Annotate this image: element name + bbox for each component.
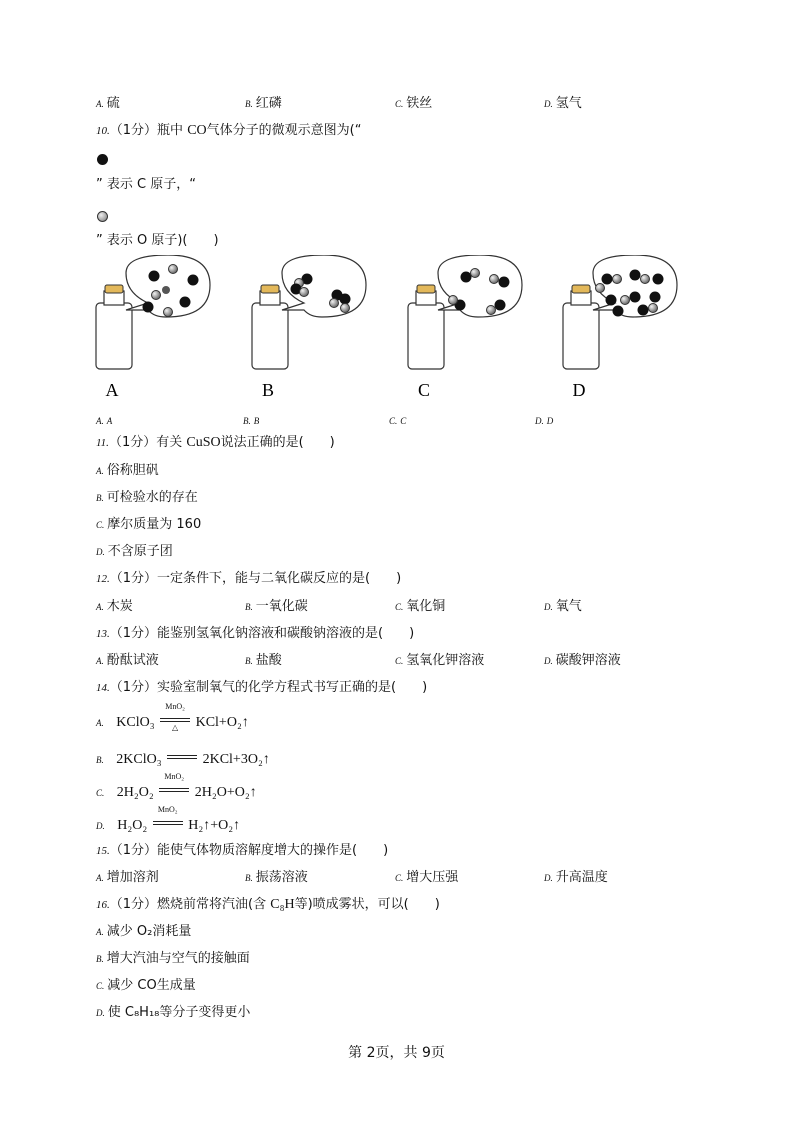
- q9-option-a: A. 硫: [96, 96, 120, 111]
- q12-option-b: B. 一氧化碳: [245, 599, 308, 614]
- q16-stem: 16.（1分）燃烧前常将汽油(含 C₈H等)喷成雾状，可以( ): [96, 897, 440, 912]
- carbon-atom-icon: [97, 154, 108, 165]
- q12-stem: 12.（1分）一定条件下，能与二氧化碳反应的是( ): [96, 571, 402, 586]
- bottle-a: [96, 255, 210, 369]
- bottle-label-b: B: [261, 380, 275, 400]
- bottle-label-c: C: [417, 380, 431, 400]
- q14-option-d: D. H₂O₂ MnO₂ H₂↑+O₂↑: [96, 805, 241, 833]
- q16-option-a: A. 减少 O₂消耗量: [96, 924, 192, 939]
- bottle-b: [252, 255, 366, 369]
- q11-option-a: A. 俗称胆矾: [96, 463, 159, 478]
- page-footer: 第 2页，共 9页: [348, 1045, 445, 1061]
- q16-option-d: D. 使 C₈H₁₈等分子变得更小: [96, 1005, 251, 1020]
- q10-option-b: B. B: [243, 416, 260, 426]
- q13-option-a: A. 酚酞试液: [96, 653, 159, 668]
- bottle-label-a: A: [105, 380, 119, 400]
- q12-option-a: A. 木炭: [96, 599, 133, 614]
- q16-option-c: C. 减少 CO生成量: [96, 978, 196, 993]
- q13-option-b: B. 盐酸: [245, 653, 282, 668]
- q15-option-b: B. 振荡溶液: [245, 870, 308, 885]
- q14-option-b: B. 2KClO₃ 2KCl+3O₂↑: [96, 752, 270, 767]
- q10-option-a: A. A: [96, 416, 113, 426]
- q15-option-a: A. 增加溶剂: [96, 870, 159, 885]
- q9-option-d: D. 氢气: [544, 96, 582, 111]
- q11-option-b: B. 可检验水的存在: [96, 490, 198, 505]
- q16-option-b: B. 增大汽油与空气的接触面: [96, 951, 250, 966]
- q13-option-c: C. 氢氧化钾溶液: [395, 653, 485, 668]
- q13-option-d: D. 碳酸钾溶液: [544, 653, 621, 668]
- q9-option-c: C. 铁丝: [395, 96, 433, 111]
- bottle-d: [563, 255, 677, 369]
- q15-option-d: D. 升高温度: [544, 870, 608, 885]
- q11-stem: 11.（1分）有关 CuSO说法正确的是( ): [96, 435, 335, 450]
- q10-option-c: C. C: [389, 416, 407, 426]
- q15-option-c: C. 增大压强: [395, 870, 459, 885]
- q11-option-c: C. 摩尔质量为 160: [96, 517, 202, 532]
- oxygen-atom-icon: [97, 211, 108, 222]
- q10-option-d: D. D: [535, 416, 554, 426]
- q12-option-d: D. 氧气: [544, 599, 582, 614]
- q13-stem: 13.（1分）能鉴别氢氧化钠溶液和碳酸钠溶液的是( ): [96, 626, 415, 641]
- q10-figure: [0, 255, 793, 405]
- q15-stem: 15.（1分）能使气体物质溶解度增大的操作是( ): [96, 843, 389, 858]
- q10-carbon-legend: ” 表示 C 原子，“: [96, 177, 196, 192]
- bottle-label-d: D: [572, 380, 586, 400]
- bottle-c: [408, 255, 522, 369]
- q9-option-b: B. 红磷: [245, 96, 282, 111]
- q14-option-c: C. 2H₂O₂ MnO₂ 2H₂O+O₂↑: [96, 772, 257, 800]
- q14-option-a: A. KClO₃ MnO₂ △ KCl+O₂↑: [96, 702, 249, 732]
- q10-stem: 10.（1分）瓶中 CO气体分子的微观示意图为(“: [96, 123, 362, 138]
- q12-option-c: C. 氧化铜: [395, 599, 446, 614]
- q11-option-d: D. 不含原子团: [96, 544, 173, 559]
- q10-oxygen-legend: ” 表示 O 原子)( ): [96, 233, 219, 248]
- q14-stem: 14.（1分）实验室制氧气的化学方程式书写正确的是( ): [96, 680, 428, 695]
